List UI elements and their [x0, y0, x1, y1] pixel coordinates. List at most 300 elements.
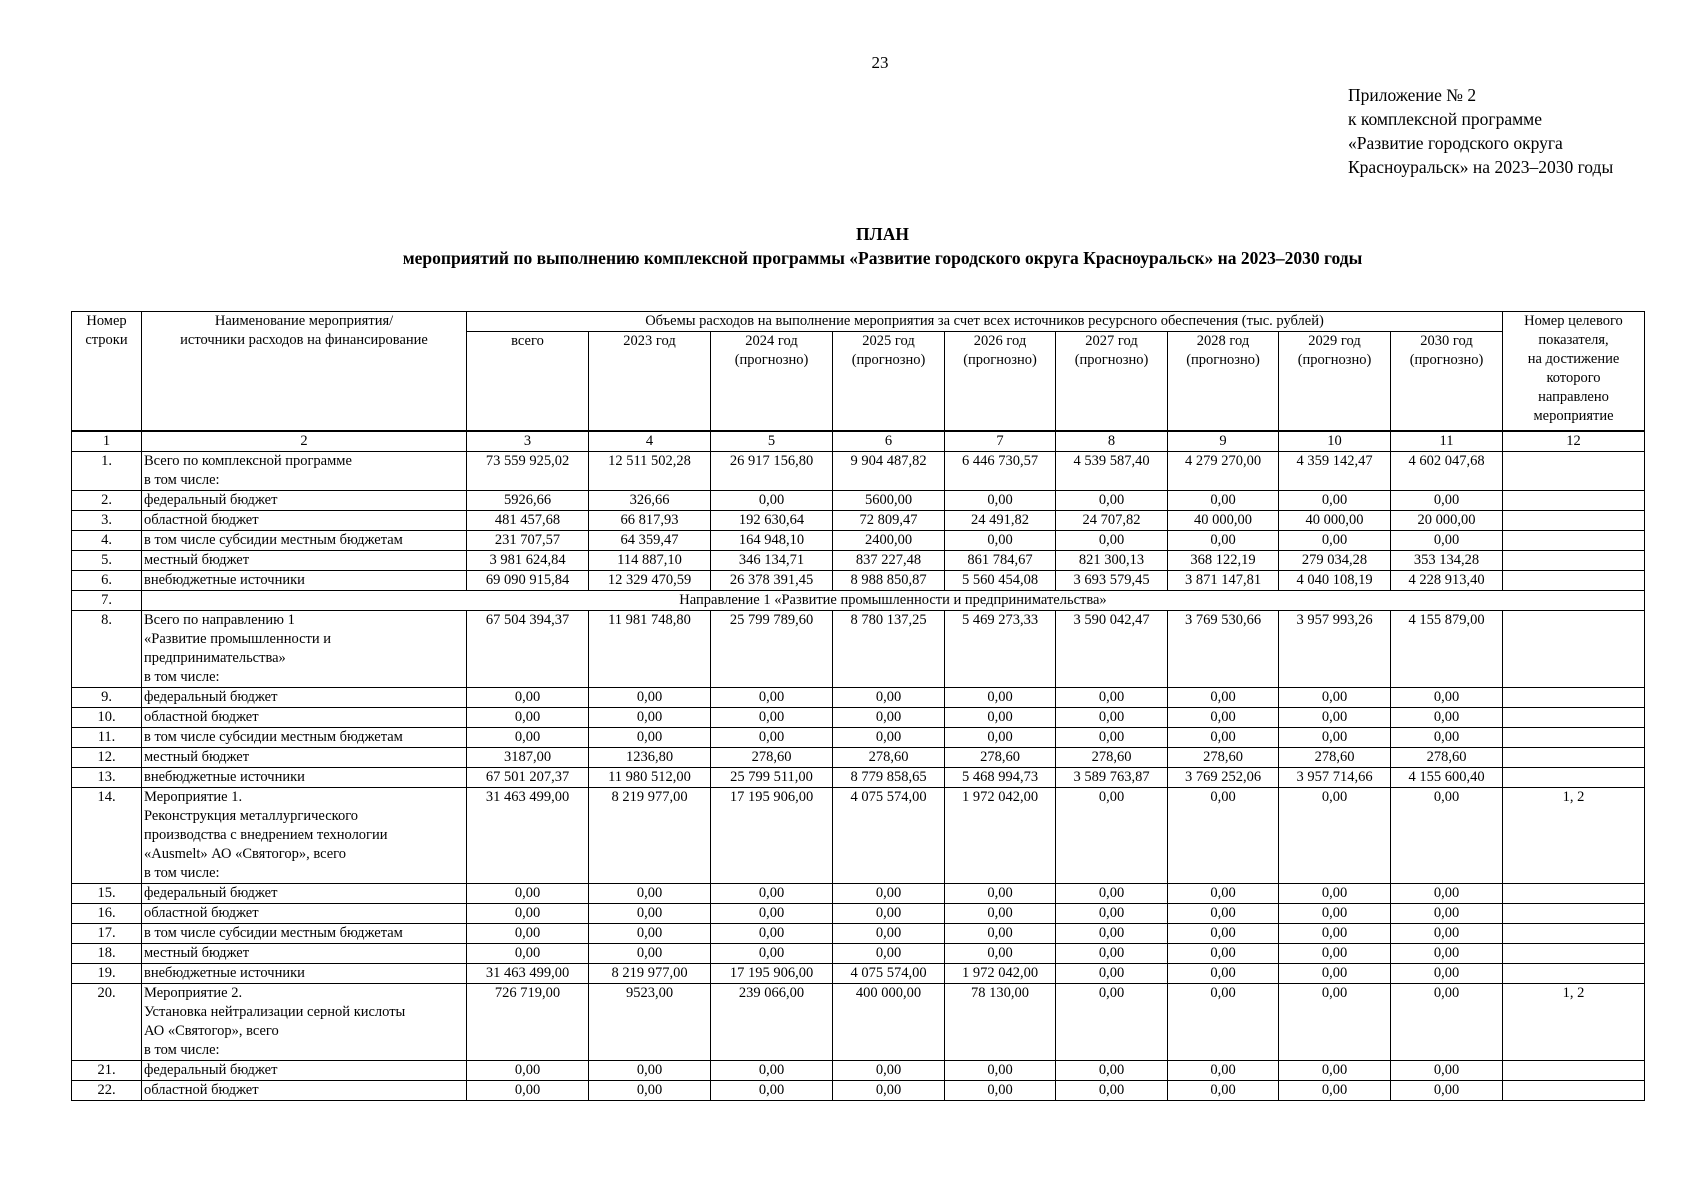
value-cell: 0,00 — [1279, 707, 1391, 727]
value-cell: 0,00 — [945, 1060, 1056, 1080]
title-line-plan: ПЛАН — [856, 224, 909, 244]
value-cell: 0,00 — [1391, 490, 1503, 510]
title-line-subtitle: мероприятий по выполнению комплексной программы «Развитие городского округа Красноуральск» на 2023–2030 годы — [402, 248, 1363, 268]
row-number: 12. — [72, 747, 142, 767]
target-indicator — [1503, 510, 1645, 530]
value-cell: 0,00 — [589, 923, 711, 943]
value-cell: 0,00 — [945, 903, 1056, 923]
value-cell: 0,00 — [711, 1060, 833, 1080]
section-heading: Направление 1 «Развитие промышленности и предпринимательства» — [142, 590, 1645, 610]
row-number: 4. — [72, 530, 142, 550]
value-cell: 3 693 579,45 — [1056, 570, 1168, 590]
row-name: областной бюджет — [142, 1080, 467, 1100]
value-cell: 368 122,19 — [1168, 550, 1279, 570]
value-cell: 5600,00 — [833, 490, 945, 510]
value-cell: 239 066,00 — [711, 983, 833, 1060]
column-number: 2 — [142, 431, 467, 452]
value-cell: 0,00 — [711, 923, 833, 943]
value-cell: 861 784,67 — [945, 550, 1056, 570]
value-cell: 0,00 — [1168, 883, 1279, 903]
value-cell: 17 195 906,00 — [711, 963, 833, 983]
value-cell: 5 560 454,08 — [945, 570, 1056, 590]
value-cell: 0,00 — [589, 883, 711, 903]
row-name: в том числе субсидии местным бюджетам — [142, 727, 467, 747]
target-indicator — [1503, 767, 1645, 787]
row-number: 16. — [72, 903, 142, 923]
value-cell: 0,00 — [833, 727, 945, 747]
value-cell: 0,00 — [945, 727, 1056, 747]
value-cell: 6 446 730,57 — [945, 451, 1056, 490]
row-number: 18. — [72, 943, 142, 963]
target-indicator — [1503, 963, 1645, 983]
value-cell: 192 630,64 — [711, 510, 833, 530]
column-number: 5 — [711, 431, 833, 452]
row-name: Всего по направлению 1 «Развитие промышленности и предпринимательства» в том числе: — [142, 610, 467, 687]
value-cell: 0,00 — [1168, 983, 1279, 1060]
column-number: 12 — [1503, 431, 1645, 452]
table-row — [72, 1080, 1645, 1100]
value-cell: 0,00 — [945, 707, 1056, 727]
value-cell: 0,00 — [467, 883, 589, 903]
value-cell: 0,00 — [1391, 963, 1503, 983]
table-row — [72, 923, 1645, 943]
plan-table — [71, 311, 1645, 1101]
value-cell: 0,00 — [1168, 707, 1279, 727]
value-cell: 0,00 — [1168, 1080, 1279, 1100]
value-cell: 0,00 — [711, 490, 833, 510]
value-cell: 0,00 — [711, 903, 833, 923]
target-indicator — [1503, 451, 1645, 490]
row-name: внебюджетные источники — [142, 570, 467, 590]
target-indicator — [1503, 727, 1645, 747]
target-indicator — [1503, 530, 1645, 550]
value-cell: 0,00 — [1056, 530, 1168, 550]
value-cell: 0,00 — [589, 727, 711, 747]
row-number: 11. — [72, 727, 142, 747]
target-indicator — [1503, 550, 1645, 570]
value-cell: 4 539 587,40 — [1056, 451, 1168, 490]
table-row — [72, 610, 1645, 687]
value-cell: 0,00 — [1056, 787, 1168, 883]
value-cell: 164 948,10 — [711, 530, 833, 550]
header-year: 2025 год (прогнозно) — [833, 332, 945, 431]
column-number: 8 — [1056, 431, 1168, 452]
value-cell: 40 000,00 — [1168, 510, 1279, 530]
value-cell: 2400,00 — [833, 530, 945, 550]
value-cell: 0,00 — [833, 1060, 945, 1080]
header-year: 2030 год (прогнозно) — [1391, 332, 1503, 431]
appendix-line: Красноуральск» на 2023–2030 годы — [1348, 157, 1614, 177]
row-number: 3. — [72, 510, 142, 530]
value-cell: 821 300,13 — [1056, 550, 1168, 570]
row-number: 20. — [72, 983, 142, 1060]
value-cell: 72 809,47 — [833, 510, 945, 530]
value-cell: 0,00 — [833, 883, 945, 903]
table-row — [72, 590, 1645, 610]
value-cell: 0,00 — [1056, 943, 1168, 963]
value-cell: 3 871 147,81 — [1168, 570, 1279, 590]
value-cell: 0,00 — [833, 923, 945, 943]
row-number: 14. — [72, 787, 142, 883]
target-indicator — [1503, 903, 1645, 923]
value-cell: 5 468 994,73 — [945, 767, 1056, 787]
value-cell: 67 504 394,37 — [467, 610, 589, 687]
value-cell: 0,00 — [1279, 943, 1391, 963]
target-indicator: 1, 2 — [1503, 787, 1645, 883]
value-cell: 0,00 — [711, 1080, 833, 1100]
value-cell: 0,00 — [1056, 1060, 1168, 1080]
table-row — [72, 707, 1645, 727]
column-number: 7 — [945, 431, 1056, 452]
value-cell: 4 040 108,19 — [1279, 570, 1391, 590]
value-cell: 4 228 913,40 — [1391, 570, 1503, 590]
value-cell: 0,00 — [1279, 687, 1391, 707]
value-cell: 0,00 — [589, 1060, 711, 1080]
value-cell: 0,00 — [1168, 1060, 1279, 1080]
row-number: 19. — [72, 963, 142, 983]
value-cell: 0,00 — [711, 687, 833, 707]
value-cell: 4 602 047,68 — [1391, 451, 1503, 490]
value-cell: 25 799 789,60 — [711, 610, 833, 687]
value-cell: 0,00 — [833, 903, 945, 923]
header-year: 2023 год — [589, 332, 711, 431]
value-cell: 0,00 — [945, 687, 1056, 707]
value-cell: 24 491,82 — [945, 510, 1056, 530]
value-cell: 0,00 — [589, 687, 711, 707]
row-name: местный бюджет — [142, 747, 467, 767]
row-number: 17. — [72, 923, 142, 943]
target-indicator — [1503, 490, 1645, 510]
value-cell: 0,00 — [1279, 883, 1391, 903]
value-cell: 8 779 858,65 — [833, 767, 945, 787]
table-row — [72, 767, 1645, 787]
value-cell: 0,00 — [1056, 707, 1168, 727]
value-cell: 0,00 — [1279, 530, 1391, 550]
value-cell: 0,00 — [945, 943, 1056, 963]
table-row — [72, 1060, 1645, 1080]
value-cell: 0,00 — [467, 1080, 589, 1100]
value-cell: 0,00 — [1056, 1080, 1168, 1100]
value-cell: 4 075 574,00 — [833, 963, 945, 983]
value-cell: 0,00 — [1391, 787, 1503, 883]
value-cell: 0,00 — [945, 530, 1056, 550]
table-row — [72, 687, 1645, 707]
column-number: 4 — [589, 431, 711, 452]
header-year: 2028 год (прогнозно) — [1168, 332, 1279, 431]
row-name: федеральный бюджет — [142, 490, 467, 510]
value-cell: 1236,80 — [589, 747, 711, 767]
value-cell: 0,00 — [1056, 903, 1168, 923]
value-cell: 0,00 — [1168, 787, 1279, 883]
value-cell: 26 378 391,45 — [711, 570, 833, 590]
row-number: 13. — [72, 767, 142, 787]
value-cell: 66 817,93 — [589, 510, 711, 530]
value-cell: 0,00 — [711, 707, 833, 727]
value-cell: 9523,00 — [589, 983, 711, 1060]
appendix-line: «Развитие городского округа — [1348, 133, 1563, 153]
target-indicator — [1503, 610, 1645, 687]
value-cell: 0,00 — [1279, 727, 1391, 747]
header-year: 2027 год (прогнозно) — [1056, 332, 1168, 431]
value-cell: 4 279 270,00 — [1168, 451, 1279, 490]
value-cell: 11 981 748,80 — [589, 610, 711, 687]
value-cell: 17 195 906,00 — [711, 787, 833, 883]
value-cell: 5926,66 — [467, 490, 589, 510]
value-cell: 0,00 — [467, 727, 589, 747]
value-cell: 0,00 — [1279, 1080, 1391, 1100]
row-number: 22. — [72, 1080, 142, 1100]
row-number: 1. — [72, 451, 142, 490]
value-cell: 231 707,57 — [467, 530, 589, 550]
value-cell: 0,00 — [1168, 687, 1279, 707]
row-number: 7. — [72, 590, 142, 610]
value-cell: 67 501 207,37 — [467, 767, 589, 787]
table-row — [72, 510, 1645, 530]
value-cell: 0,00 — [1168, 943, 1279, 963]
row-name: Мероприятие 1. Реконструкция металлургического производства с внедрением технологии «Ausmelt» АО «Святогор», всего в том числе: — [142, 787, 467, 883]
value-cell: 0,00 — [833, 687, 945, 707]
value-cell: 11 980 512,00 — [589, 767, 711, 787]
value-cell: 279 034,28 — [1279, 550, 1391, 570]
row-name: федеральный бюджет — [142, 687, 467, 707]
row-number: 21. — [72, 1060, 142, 1080]
value-cell: 20 000,00 — [1391, 510, 1503, 530]
appendix-line: к комплексной программе — [1348, 109, 1543, 129]
value-cell: 0,00 — [1056, 490, 1168, 510]
column-number: 1 — [72, 431, 142, 452]
row-name: федеральный бюджет — [142, 883, 467, 903]
value-cell: 0,00 — [711, 943, 833, 963]
row-name: областной бюджет — [142, 510, 467, 530]
column-number: 3 — [467, 431, 589, 452]
value-cell: 5 469 273,33 — [945, 610, 1056, 687]
value-cell: 40 000,00 — [1279, 510, 1391, 530]
table-row — [72, 903, 1645, 923]
table-row — [72, 943, 1645, 963]
value-cell: 278,60 — [1391, 747, 1503, 767]
value-cell: 114 887,10 — [589, 550, 711, 570]
value-cell: 0,00 — [1056, 727, 1168, 747]
value-cell: 0,00 — [833, 707, 945, 727]
header-year: 2024 год (прогнозно) — [711, 332, 833, 431]
value-cell: 0,00 — [1168, 963, 1279, 983]
header-row-number: Номер строки — [72, 312, 142, 431]
table-row — [72, 883, 1645, 903]
value-cell: 0,00 — [1279, 903, 1391, 923]
value-cell: 31 463 499,00 — [467, 787, 589, 883]
table-header — [72, 312, 1645, 452]
target-indicator — [1503, 943, 1645, 963]
value-cell: 0,00 — [467, 943, 589, 963]
value-cell: 0,00 — [1391, 903, 1503, 923]
value-cell: 9 904 487,82 — [833, 451, 945, 490]
value-cell: 481 457,68 — [467, 510, 589, 530]
value-cell: 8 219 977,00 — [589, 963, 711, 983]
header-year: 2026 год (прогнозно) — [945, 332, 1056, 431]
value-cell: 0,00 — [467, 707, 589, 727]
column-number: 11 — [1391, 431, 1503, 452]
value-cell: 0,00 — [1391, 727, 1503, 747]
appendix-line: Приложение № 2 — [1348, 85, 1477, 105]
value-cell: 837 227,48 — [833, 550, 945, 570]
value-cell: 3187,00 — [467, 747, 589, 767]
value-cell: 24 707,82 — [1056, 510, 1168, 530]
value-cell: 3 957 714,66 — [1279, 767, 1391, 787]
value-cell: 0,00 — [467, 923, 589, 943]
value-cell: 0,00 — [945, 490, 1056, 510]
value-cell: 0,00 — [1279, 787, 1391, 883]
page-number: 23 — [871, 53, 889, 72]
value-cell: 0,00 — [467, 903, 589, 923]
header-year: 2029 год (прогнозно) — [1279, 332, 1391, 431]
value-cell: 0,00 — [1168, 727, 1279, 747]
value-cell: 0,00 — [945, 883, 1056, 903]
value-cell: 0,00 — [1056, 963, 1168, 983]
value-cell: 278,60 — [1056, 747, 1168, 767]
row-name: федеральный бюджет — [142, 1060, 467, 1080]
value-cell: 0,00 — [945, 923, 1056, 943]
value-cell: 0,00 — [589, 707, 711, 727]
target-indicator — [1503, 707, 1645, 727]
row-number: 5. — [72, 550, 142, 570]
value-cell: 69 090 915,84 — [467, 570, 589, 590]
value-cell: 0,00 — [1056, 883, 1168, 903]
value-cell: 0,00 — [833, 943, 945, 963]
row-name: областной бюджет — [142, 903, 467, 923]
target-indicator — [1503, 747, 1645, 767]
value-cell: 31 463 499,00 — [467, 963, 589, 983]
value-cell: 0,00 — [1391, 707, 1503, 727]
value-cell: 400 000,00 — [833, 983, 945, 1060]
row-name: внебюджетные источники — [142, 767, 467, 787]
value-cell: 1 972 042,00 — [945, 787, 1056, 883]
document-title — [0, 222, 1697, 270]
value-cell: 0,00 — [467, 687, 589, 707]
table-row — [72, 490, 1645, 510]
value-cell: 3 957 993,26 — [1279, 610, 1391, 687]
table-row — [72, 747, 1645, 767]
value-cell: 278,60 — [945, 747, 1056, 767]
value-cell: 0,00 — [1168, 923, 1279, 943]
row-name: в том числе субсидии местным бюджетам — [142, 923, 467, 943]
value-cell: 0,00 — [833, 1080, 945, 1100]
value-cell: 0,00 — [945, 1080, 1056, 1100]
value-cell: 0,00 — [1056, 687, 1168, 707]
value-cell: 0,00 — [1279, 923, 1391, 943]
value-cell: 0,00 — [1391, 1060, 1503, 1080]
value-cell: 0,00 — [589, 903, 711, 923]
value-cell: 12 511 502,28 — [589, 451, 711, 490]
value-cell: 0,00 — [1391, 687, 1503, 707]
value-cell: 0,00 — [1168, 530, 1279, 550]
target-indicator — [1503, 1060, 1645, 1080]
value-cell: 3 769 252,06 — [1168, 767, 1279, 787]
value-cell: 0,00 — [589, 1080, 711, 1100]
row-number: 8. — [72, 610, 142, 687]
value-cell: 326,66 — [589, 490, 711, 510]
value-cell: 8 780 137,25 — [833, 610, 945, 687]
table-body — [72, 451, 1645, 1100]
value-cell: 0,00 — [1279, 963, 1391, 983]
value-cell: 0,00 — [1391, 530, 1503, 550]
value-cell: 3 589 763,87 — [1056, 767, 1168, 787]
value-cell: 0,00 — [711, 727, 833, 747]
value-cell: 278,60 — [833, 747, 945, 767]
header-target: Номер целевого показателя, на достижение которого направлено мероприятие — [1503, 312, 1645, 431]
value-cell: 0,00 — [1391, 1080, 1503, 1100]
value-cell: 3 769 530,66 — [1168, 610, 1279, 687]
value-cell: 4 155 879,00 — [1391, 610, 1503, 687]
target-indicator — [1503, 923, 1645, 943]
target-indicator — [1503, 570, 1645, 590]
value-cell: 1 972 042,00 — [945, 963, 1056, 983]
column-number: 6 — [833, 431, 945, 452]
target-indicator: 1, 2 — [1503, 983, 1645, 1060]
value-cell: 64 359,47 — [589, 530, 711, 550]
target-indicator — [1503, 883, 1645, 903]
value-cell: 3 590 042,47 — [1056, 610, 1168, 687]
value-cell: 278,60 — [1168, 747, 1279, 767]
value-cell: 8 219 977,00 — [589, 787, 711, 883]
row-number: 9. — [72, 687, 142, 707]
header-volumes: Объемы расходов на выполнение мероприятия за счет всех источников ресурсного обеспечения (тыс. рублей) — [467, 312, 1503, 332]
row-number: 6. — [72, 570, 142, 590]
value-cell: 0,00 — [1279, 983, 1391, 1060]
row-number: 15. — [72, 883, 142, 903]
appendix-note — [1348, 83, 1613, 179]
value-cell: 726 719,00 — [467, 983, 589, 1060]
value-cell: 3 981 624,84 — [467, 550, 589, 570]
value-cell: 8 988 850,87 — [833, 570, 945, 590]
header-year: всего — [467, 332, 589, 431]
value-cell: 0,00 — [1279, 1060, 1391, 1080]
value-cell: 346 134,71 — [711, 550, 833, 570]
value-cell: 12 329 470,59 — [589, 570, 711, 590]
value-cell: 0,00 — [1391, 983, 1503, 1060]
row-name: местный бюджет — [142, 943, 467, 963]
value-cell: 73 559 925,02 — [467, 451, 589, 490]
value-cell: 4 359 142,47 — [1279, 451, 1391, 490]
row-name: местный бюджет — [142, 550, 467, 570]
table-row — [72, 550, 1645, 570]
value-cell: 0,00 — [1279, 490, 1391, 510]
value-cell: 0,00 — [1168, 490, 1279, 510]
column-number: 10 — [1279, 431, 1391, 452]
row-number: 2. — [72, 490, 142, 510]
column-number: 9 — [1168, 431, 1279, 452]
value-cell: 26 917 156,80 — [711, 451, 833, 490]
value-cell: 0,00 — [589, 943, 711, 963]
table-row — [72, 451, 1645, 490]
value-cell: 0,00 — [1391, 883, 1503, 903]
header-name: Наименование мероприятия/ источники расходов на финансирование — [142, 312, 467, 431]
value-cell: 278,60 — [1279, 747, 1391, 767]
target-indicator — [1503, 1080, 1645, 1100]
value-cell: 0,00 — [711, 883, 833, 903]
table-row — [72, 727, 1645, 747]
row-name: Мероприятие 2. Установка нейтрализации серной кислоты АО «Святогор», всего в том числе: — [142, 983, 467, 1060]
value-cell: 0,00 — [1056, 923, 1168, 943]
row-name: внебюджетные источники — [142, 963, 467, 983]
value-cell: 353 134,28 — [1391, 550, 1503, 570]
value-cell: 278,60 — [711, 747, 833, 767]
value-cell: 0,00 — [1391, 943, 1503, 963]
value-cell: 25 799 511,00 — [711, 767, 833, 787]
row-name: областной бюджет — [142, 707, 467, 727]
table-row — [72, 963, 1645, 983]
value-cell: 78 130,00 — [945, 983, 1056, 1060]
table-row — [72, 530, 1645, 550]
